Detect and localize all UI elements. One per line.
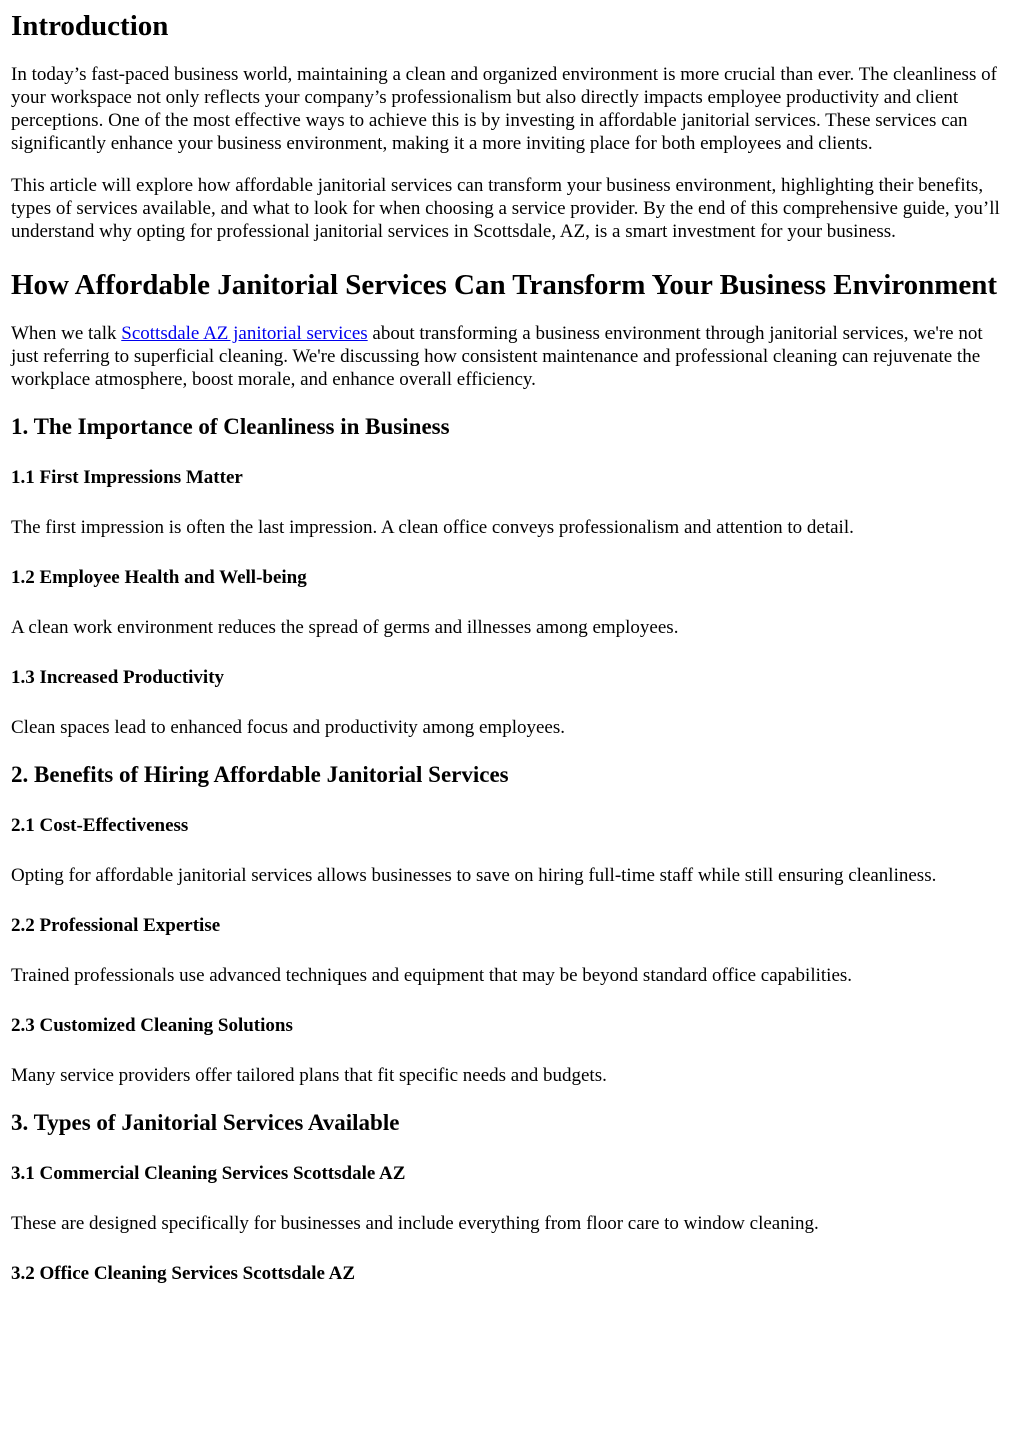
intro-heading: Introduction (11, 10, 169, 42)
section-1-heading: 1. The Importance of Cleanliness in Business (11, 414, 450, 439)
subsection-1-1-heading: 1.1 First Impressions Matter (11, 467, 243, 488)
subsection-2-1-text: Opting for affordable janitorial services allows businesses to save on hiring full-time staff while still ensuring cleanliness. (11, 865, 937, 886)
subsection-2-3-heading: 2.3 Customized Cleaning Solutions (11, 1015, 293, 1036)
subsection-1-3-text: Clean spaces lead to enhanced focus and productivity among employees. (11, 717, 565, 738)
scottsdale-janitorial-link[interactable]: Scottsdale AZ janitorial services (121, 323, 368, 344)
subsection-2-1-heading: 2.1 Cost-Effectiveness (11, 815, 189, 836)
main-paragraph (11, 322, 1013, 391)
subsection-1-3-heading: 1.3 Increased Productivity (11, 667, 225, 688)
subsection-1-1-text: The first impression is often the last impression. A clean office conveys professionalism and attention to detail. (11, 517, 854, 538)
subsection-2-3-text: Many service providers offer tailored plans that fit specific needs and budgets. (11, 1065, 607, 1086)
subsection-3-1-heading: 3.1 Commercial Cleaning Services Scottsdale AZ (11, 1163, 406, 1184)
section-2-heading: 2. Benefits of Hiring Affordable Janitorial Services (11, 762, 509, 787)
subsection-2-2-text: Trained professionals use advanced techniques and equipment that may be beyond standard office capabilities. (11, 965, 853, 986)
main-paragraph-lead: When we talk (11, 323, 122, 344)
intro-paragraph-1: In today’s fast-paced business world, maintaining a clean and organized environment is more crucial than ever. The cleanliness of your workspace not only reflects your company’s professionalism but also directly impacts employee productivity and client perceptions. One of the most effective ways to achieve this is by investing in affordable janitorial services. These services can significantly enhance your business environment, making it a more inviting place for both employees and clients. (11, 64, 997, 154)
intro-paragraph-2: This article will explore how affordable janitorial services can transform your business environment, highlighting their benefits, types of services available, and what to look for when choosing a service provider. By the end of this comprehensive guide, you’ll understand why opting for professional janitorial services in Scottsdale, AZ, is a smart investment for your business. (11, 175, 1000, 242)
subsection-1-2-text: A clean work environment reduces the spread of germs and illnesses among employees. (11, 617, 679, 638)
section-3-heading: 3. Types of Janitorial Services Available (11, 1110, 400, 1135)
subsection-1-2-heading: 1.2 Employee Health and Well-being (11, 567, 307, 588)
subsection-2-2-heading: 2.2 Professional Expertise (11, 915, 221, 936)
subsection-3-2-heading: 3.2 Office Cleaning Services Scottsdale AZ (11, 1263, 356, 1284)
main-heading: How Affordable Janitorial Services Can Transform Your Business Environment (11, 269, 998, 301)
subsection-3-1-text: These are designed specifically for businesses and include everything from floor care to window cleaning. (11, 1213, 819, 1234)
article (0, 9, 1024, 1285)
main-paragraph-rest: about transforming a business environment through janitorial services, we're not just referring to superficial cleaning. We're discussing how consistent maintenance and professional cleaning can rejuvenate the workplace atmosphere, boost morale, and enhance overall efficiency. (11, 323, 983, 390)
